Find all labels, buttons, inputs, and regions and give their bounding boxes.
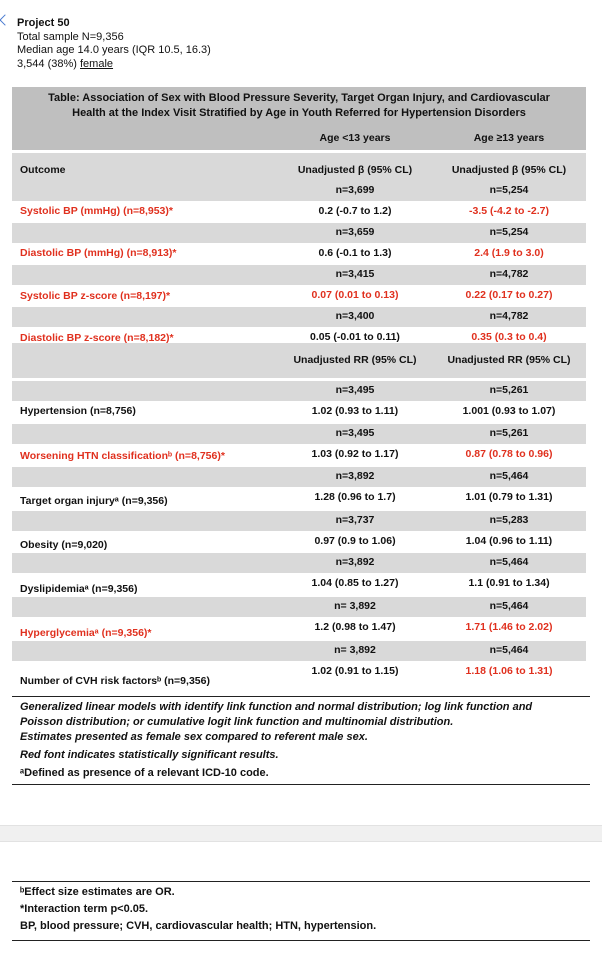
estimate-cell-b: -3.5 (-4.2 to -2.7) xyxy=(469,205,549,217)
estimate-cell-b: 0.22 (0.17 to 0.27) xyxy=(465,289,553,301)
estimate-cell-b: 1.01 (0.79 to 1.31) xyxy=(465,491,553,503)
n-cell-b: n=5,261 xyxy=(489,427,529,439)
estimate-cell-a: 0.2 (-0.7 to 1.2) xyxy=(318,205,392,217)
n-cell-a: n=3,495 xyxy=(335,427,375,439)
age-group-a: Age <13 years xyxy=(319,132,391,144)
note-estimates: Estimates presented as female sex compared to referent male sex. xyxy=(20,731,368,743)
footer-bottom-divider xyxy=(12,940,590,941)
outcome-header: Outcome xyxy=(20,164,66,176)
outcome-label: Systolic BP (mmHg) (n=8,953)* xyxy=(20,205,173,217)
outcome-label: Hyperglycemiaᵃ (n=9,356)* xyxy=(20,627,152,639)
outcome-label: Diastolic BP (mmHg) (n=8,913)* xyxy=(20,247,177,259)
estimate-cell-a: 1.28 (0.96 to 1.7) xyxy=(314,491,396,503)
n-cell-b: n=5,464 xyxy=(489,644,529,656)
n-cell-a: n=3,400 xyxy=(335,310,375,322)
note-models-2: Poisson distribution; or cumulative logit link function and multinomial distribution. xyxy=(20,716,454,728)
estimate-cell-b: 0.35 (0.3 to 0.4) xyxy=(471,331,547,343)
n-cell-a: n=3,495 xyxy=(335,384,375,396)
n-cell-a: n= 3,892 xyxy=(334,600,376,612)
estimate-cell-a: 1.2 (0.98 to 1.47) xyxy=(314,621,396,633)
age-group-b: Age ≥13 years xyxy=(473,132,545,144)
abbreviations: BP, blood pressure; CVH, cardiovascular health; HTN, hypertension. xyxy=(20,920,377,932)
n-cell-b: n=5,464 xyxy=(489,556,529,568)
female-count: 3,544 (38%) xyxy=(17,58,77,70)
outcome-label: Dyslipidemiaᵃ (n=9,356) xyxy=(20,583,138,595)
female-link[interactable]: female xyxy=(80,58,114,70)
n-cell-a: n=3,659 xyxy=(335,226,375,238)
outcome-label: Diastolic BP z-score (n=8,182)* xyxy=(20,332,174,344)
estimate-cell-b: 2.4 (1.9 to 3.0) xyxy=(474,247,544,259)
outcome-label: Systolic BP z-score (n=8,197)* xyxy=(20,290,171,302)
outcome-label: Target organ injuryᵃ (n=9,356) xyxy=(20,495,168,507)
estimate-cell-b: 1.04 (0.96 to 1.11) xyxy=(465,535,553,547)
estimate-cell-a: 0.05 (-0.01 to 0.11) xyxy=(310,331,400,343)
estimate-cell-b: 0.87 (0.78 to 0.96) xyxy=(465,448,553,460)
estimate-cell-a: 0.97 (0.9 to 1.06) xyxy=(314,535,396,547)
estimate-cell-b: 1.001 (0.93 to 1.07) xyxy=(462,405,556,417)
footnote-b: ᵇEffect size estimates are OR. xyxy=(20,886,175,898)
interaction-note: *Interaction term p<0.05. xyxy=(20,903,149,915)
rr-header-a: Unadjusted RR (95% CL) xyxy=(293,354,417,366)
note-red-font: Red font indicates statistically significant results. xyxy=(20,749,279,761)
outcome-label: Hypertension (n=8,756) xyxy=(20,405,136,417)
table-divider xyxy=(12,696,590,697)
n-cell-a: n=3,892 xyxy=(335,470,375,482)
note-footnote-a: ᵃDefined as presence of a relevant ICD-10 code. xyxy=(20,767,269,779)
estimate-cell-a: 1.02 (0.91 to 1.15) xyxy=(311,665,399,677)
estimate-cell-a: 1.02 (0.93 to 1.11) xyxy=(311,405,399,417)
n-cell-a: n=3,892 xyxy=(335,556,375,568)
project-title: Project 50 xyxy=(17,17,70,29)
estimate-cell-a: 1.04 (0.85 to 1.27) xyxy=(311,577,399,589)
estimate-cell-a: 0.07 (0.01 to 0.13) xyxy=(311,289,399,301)
estimate-cell-b: 1.18 (1.06 to 1.31) xyxy=(465,665,553,677)
chevron-icon[interactable] xyxy=(0,14,11,25)
outcome-label: Obesity (n=9,020) xyxy=(20,539,108,551)
n-cell-a: n=3,415 xyxy=(335,268,375,280)
footer-top-divider xyxy=(12,881,590,882)
n-cell-b: n=5,261 xyxy=(489,384,529,396)
n-cell-b: n=5,254 xyxy=(489,226,529,238)
n-cell-b: n=4,782 xyxy=(489,268,529,280)
notes-divider xyxy=(12,784,590,785)
estimate-cell-b: 1.1 (0.91 to 1.34) xyxy=(468,577,550,589)
median-age: Median age 14.0 years (IQR 10.5, 16.3) xyxy=(17,44,211,56)
n-cell-b: n=5,464 xyxy=(489,470,529,482)
n-cell-b: n=5,254 xyxy=(489,184,529,196)
estimate-cell-a: 0.6 (-0.1 to 1.3) xyxy=(318,247,392,259)
outcome-label: Number of CVH risk factorsᵇ (n=9,356) xyxy=(20,675,210,687)
note-models-1: Generalized linear models with identify link function and normal distribution; log link function and xyxy=(20,701,533,713)
n-cell-a: n=3,699 xyxy=(335,184,375,196)
female-count-line xyxy=(17,58,113,71)
n-cell-a: n= 3,892 xyxy=(334,644,376,656)
n-cell-b: n=4,782 xyxy=(489,310,529,322)
n-cell-a: n=3,737 xyxy=(335,514,375,526)
estimate-cell-a: 1.03 (0.92 to 1.17) xyxy=(311,448,399,460)
n-cell-b: n=5,464 xyxy=(489,600,529,612)
rr-header-b: Unadjusted RR (95% CL) xyxy=(447,354,571,366)
n-cell-b: n=5,283 xyxy=(489,514,529,526)
beta-header-b: Unadjusted β (95% CL) xyxy=(451,164,567,176)
estimate-cell-b: 1.71 (1.46 to 2.02) xyxy=(465,621,553,633)
total-sample: Total sample N=9,356 xyxy=(17,31,124,43)
beta-header-a: Unadjusted β (95% CL) xyxy=(297,164,413,176)
table-title: Table: Association of Sex with Blood Pressure Severity, Target Organ Injury, and Cardiovascular Health at the Index Visit Stratified by Age in Youth Referred for Hypertension Disorders xyxy=(48,92,550,119)
outcome-label: Worsening HTN classificationᵇ (n=8,756)* xyxy=(20,450,225,462)
page-gap xyxy=(0,825,602,842)
